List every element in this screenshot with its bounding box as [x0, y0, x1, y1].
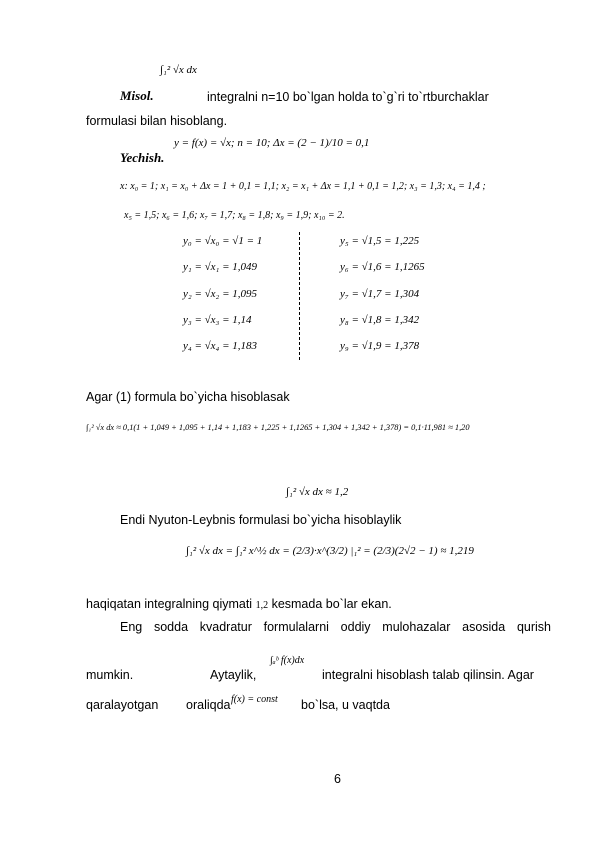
y-value-row: y₇ = √1,7 = 1,304: [340, 288, 420, 300]
closing-line2-a: mumkin.: [86, 668, 134, 682]
example-label: Misol.: [120, 88, 154, 103]
closing-line3-a: qaralayotgan: [86, 698, 159, 712]
y-value-row: y₃ = √x₃ = 1,14: [183, 314, 252, 326]
solution-label: Yechish.: [120, 150, 165, 165]
closing-line2-b: Aytaylik,: [210, 668, 257, 682]
conclusion-value: 1,2: [255, 600, 269, 611]
y-value-row: y₅ = √1,5 = 1,225: [340, 235, 420, 247]
conclusion-post: kesmada bo`lar ekan.: [271, 597, 392, 611]
y-value-row: y₆ = √1,6 = 1,1265: [340, 261, 425, 273]
y-value-row: y₀ = √x₀ = √1 = 1: [183, 235, 263, 247]
example-text-line2: formulasi bilan hisoblang.: [86, 114, 228, 128]
x-values-line1: x: x₀ = 1; x₁ = x₀ + Δx = 1 + 0,1 = 1,1; x₂ = x₁ + Δx = 1,1 + 0,1 = 1,2; x₃ = 1,3; x₄ = 1,4 ;: [120, 181, 486, 192]
conclusion-pre: haqiqatan integralning qiymati: [86, 597, 253, 611]
y-value-row: y₉ = √1,9 = 1,378: [340, 340, 420, 352]
newton-intro: Endi Nyuton-Leybnis formulasi bo`yicha hisoblaylik: [120, 513, 402, 527]
closing-const-formula: f(x) = const: [231, 694, 278, 705]
closing-line3-b: oraliqda: [186, 698, 231, 712]
rectangles-result: ∫₁² √x dx ≈ 1,2: [286, 486, 349, 498]
y-value-row: y₂ = √x₂ = 1,095: [183, 288, 258, 300]
closing-line1: Eng sodda kvadratur formulalarni oddiy mulohazalar asosida qurish: [120, 620, 551, 634]
rectangles-intro: Agar (1) formula bo`yicha hisoblasak: [86, 390, 290, 404]
conclusion-line: [86, 597, 392, 611]
closing-line3-c: bo`lsa, u vaqtda: [301, 698, 390, 712]
y-value-row: y₄ = √x₄ = 1,183: [183, 340, 258, 352]
newton-formula: ∫₁² √x dx = ∫₁² x^½ dx = (2/3)·x^(3/2) |₁² = (2/3)(2√2 − 1) ≈ 1,219: [186, 545, 474, 557]
example-text-line1: integralni n=10 bo`lgan holda to`g`ri to`rtburchaklar: [207, 90, 489, 104]
solution-setup: y = f(x) = √x; n = 10; Δx = (2 − 1)/10 = 0,1: [174, 137, 370, 149]
y-value-row: y₁ = √x₁ = 1,049: [183, 261, 258, 273]
x-values-line2: x₅ = 1,5; x₆ = 1,6; x₇ = 1,7; x₈ = 1,8; x₉ = 1,9; x₁₀ = 2.: [124, 210, 345, 221]
y-value-row: y₈ = √1,8 = 1,342: [340, 314, 420, 326]
example-formula: ∫₁² √x dx: [160, 64, 197, 76]
rectangles-sum: ∫₁² √x dx ≈ 0,1(1 + 1,049 + 1,095 + 1,14 + 1,183 + 1,225 + 1,1265 + 1,304 + 1,342 + 1,378) = 0,1·11,981 ≈ 1,20: [86, 423, 470, 432]
page-number: 6: [334, 772, 341, 786]
closing-line2-c: integralni hisoblash talab qilinsin. Agar: [322, 668, 534, 682]
closing-integral-formula: ∫ₐᵇ f(x)dx: [270, 655, 305, 666]
column-divider: [299, 232, 300, 360]
